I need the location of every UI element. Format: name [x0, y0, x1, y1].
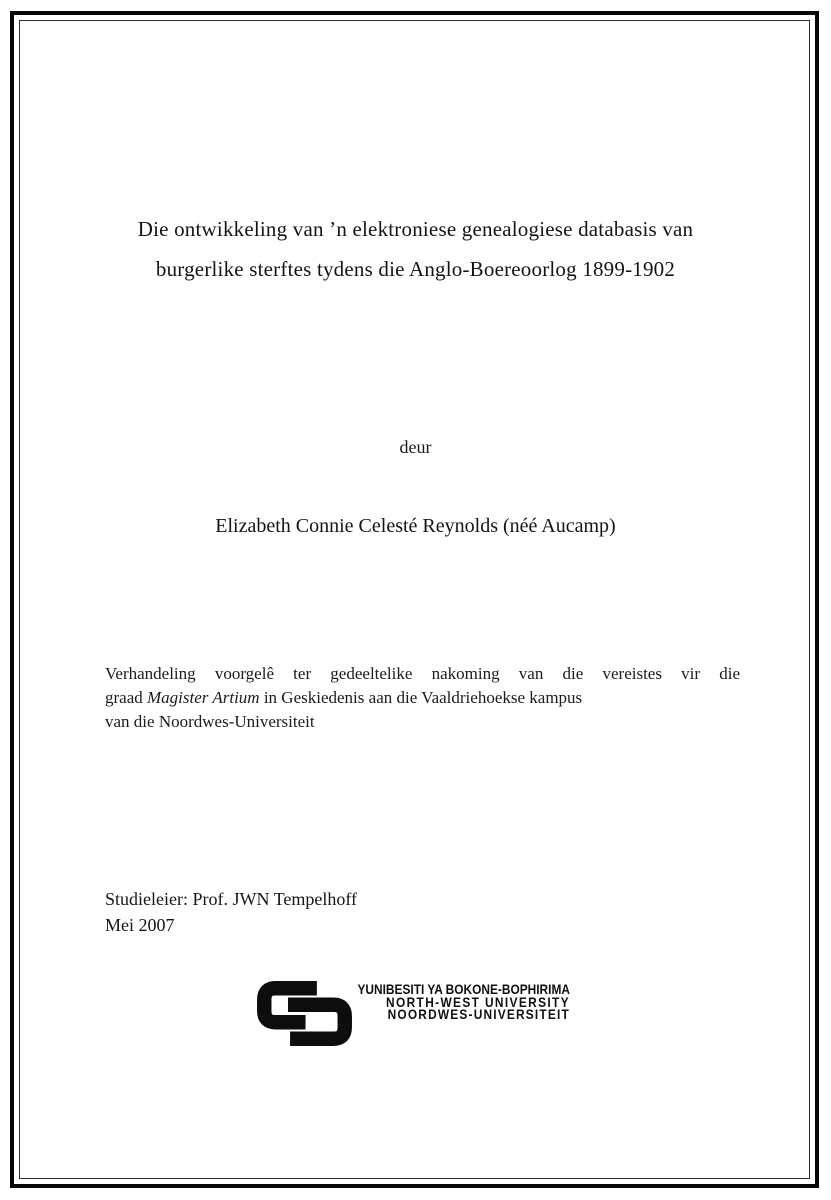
thesis-title-line1: Die ontwikkeling van ’n elektroniese genealogiese databasis van: [137, 217, 694, 241]
thesis-title-line2: burgerlike sterftes tydens die Anglo-Boereoorlog 1899-1902: [155, 257, 676, 281]
declaration-line2-prefix: graad: [105, 688, 148, 707]
logo-line-setswana: YUNIBESITI YA BOKONE-BOPHIRIMA: [357, 981, 570, 997]
university-logo-text: [358, 983, 570, 1021]
declaration-line2: [105, 686, 740, 710]
degree-declaration: [105, 662, 740, 734]
nwu-interlocking-links-icon: [257, 981, 352, 1046]
byline: deur: [399, 437, 432, 457]
supervisor-block: [105, 886, 357, 938]
author-name: Elizabeth Connie Celesté Reynolds (néé Aucamp): [215, 515, 616, 537]
logo-line-afrikaans: NOORDWES-UNIVERSITEIT: [387, 1006, 570, 1022]
declaration-line3: van die Noordwes-Universiteit: [105, 712, 315, 731]
logo-line-english: NORTH-WEST UNIVERSITY: [386, 993, 570, 1010]
supervisor-line: Studieleier: Prof. JWN Tempelhoff: [105, 889, 358, 909]
declaration-line1: Verhandeling voorgelê ter gedeeltelike nakoming van die vereistes vir die: [105, 664, 740, 683]
declaration-line2-suffix: in Geskiedenis aan die Vaaldriehoekse kampus: [259, 688, 583, 707]
thesis-title: [60, 209, 771, 289]
inner-border-frame: [19, 20, 810, 1179]
outer-border-frame: [10, 11, 819, 1188]
date-line: Mei 2007: [105, 915, 175, 935]
degree-name-italic: Magister Artium: [147, 688, 260, 707]
